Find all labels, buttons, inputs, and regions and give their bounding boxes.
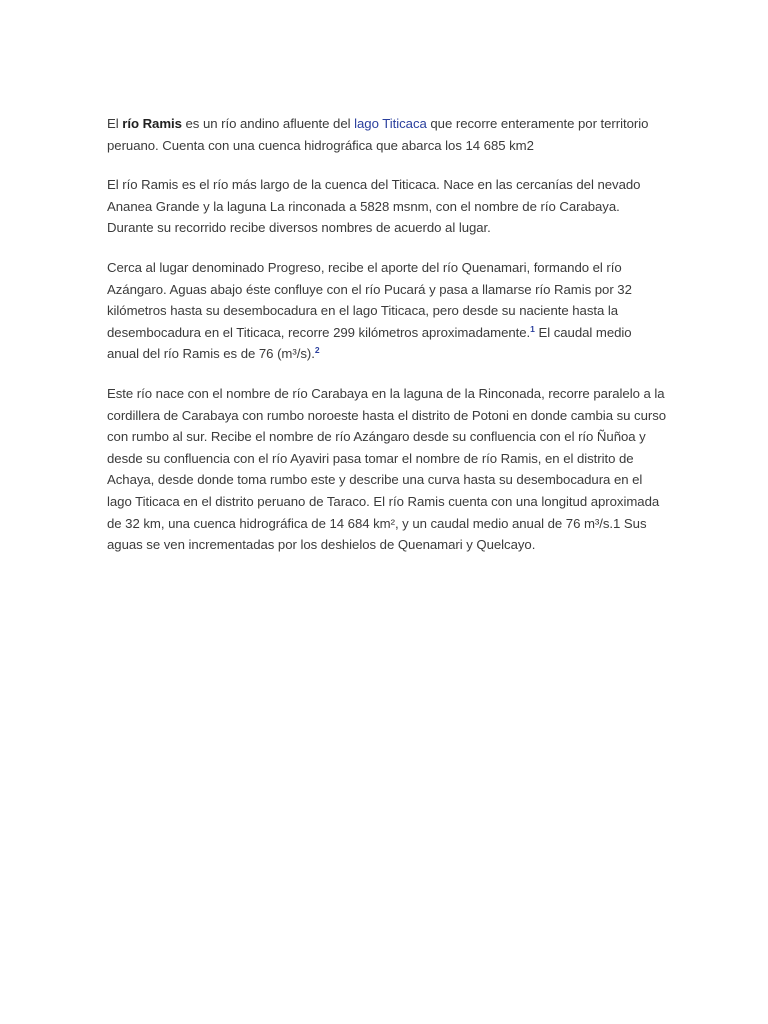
paragraph-origin: El río Ramis es el río más largo de la cuenca del Titicaca. Nace en las cercanías del nevado Ananea Grande y la laguna La rinconada a 5828 msnm, con el nombre de río Carabaya. Durante su recorrido recibe diversos nombres de acuerdo al lugar. xyxy=(107,177,641,236)
course-text-end: El caudal medio anual del río Ramis es de 76 (m³/s). xyxy=(107,324,632,362)
document-page xyxy=(107,113,667,574)
intro-text-middle: es un río andino afluente del xyxy=(181,116,355,131)
intro-text-start: El xyxy=(107,116,123,131)
paragraph-description: Este río nace con el nombre de río Carabaya en la laguna de la Rinconada, recorre paralelo a la cordillera de Carabaya con rumbo noroeste hasta el distrito de Potoni en donde cambia su curso con rumbo al sur. Recibe el nombre de río Azángaro desde su confluencia con el río Ñuñoa y desde su confluencia con el río Ayaviri pasa tomar el nombre de río Ramis, en el distrito de Achaya, desde donde toma rumbo este y describe una curva hasta su desembocadura en el lago Titicaca en el distrito peruano de Taraco. El río Ramis cuenta con una longitud aproximada de 32 km, una cuenca hidrográfica de 14 684 km², y un caudal medio anual de 76 m³/s.1 Sus aguas se ven incrementadas por los deshielos de Quenamari y Quelcayo. xyxy=(107,385,667,553)
course-text-start: Cerca al lugar denominado Progreso, recibe el aporte del río Quenamari, formando el río Azángaro. Aguas abajo éste confluye con el río Pucará y pasa a llamarse río Ramis por 32 kilómetros hasta su desembocadura en el lago Titicaca, pero desde su naciente hasta la desembocadura en el Titicaca, recorre 299 kilómetros aproximadamente. xyxy=(107,259,632,340)
reference-2-link[interactable]: 2 xyxy=(314,345,320,356)
river-name-bold: río Ramis xyxy=(122,116,182,131)
paragraph-course xyxy=(107,257,667,365)
paragraph-intro xyxy=(107,113,667,156)
lake-titicaca-link[interactable]: lago Titicaca xyxy=(354,116,427,131)
intro-text-end: que recorre enteramente por territorio peruano. Cuenta con una cuenca hidrográfica que abarca los 14 685 km2 xyxy=(107,116,649,153)
reference-1-link[interactable]: 1 xyxy=(530,323,535,334)
